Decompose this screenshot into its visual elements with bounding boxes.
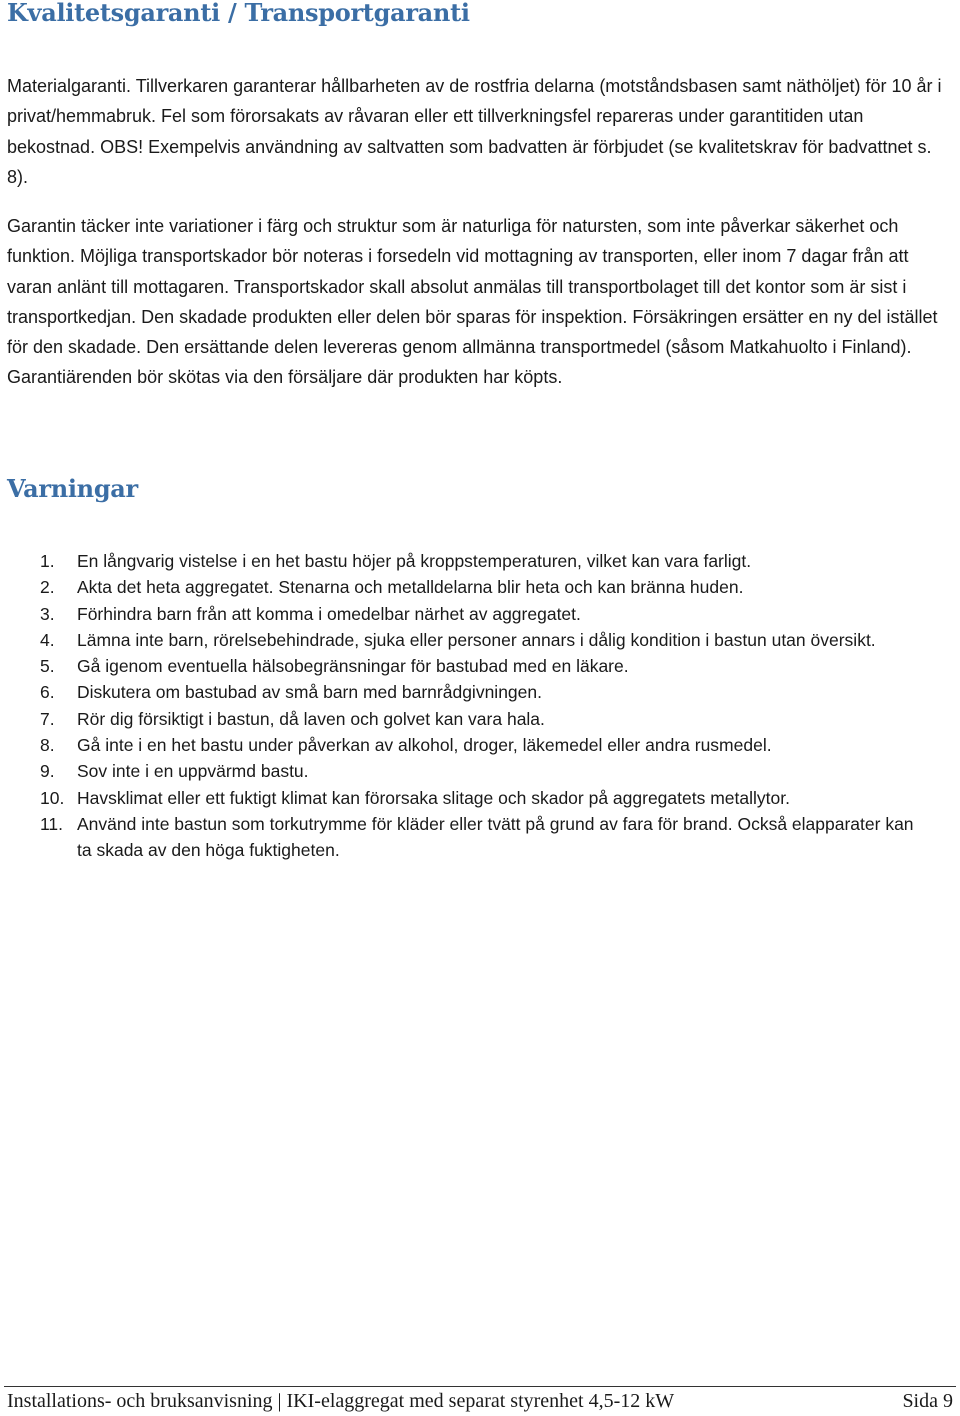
list-item-text: Havsklimat eller ett fuktigt klimat kan förorsaka slitage och skador på aggregatets metallytor. [77,787,790,808]
warranty-paragraph-transport: Garantin täcker inte variationer i färg och struktur som är naturliga för natursten, som inte påverkar säkerhet och funktion. Möjliga transportskador bör noteras i forsedeln vid mottagning av transporten, eller inom 7 dagar från att varan anlänt till mottagaren. Transportskador skall absolut anmälas till transportbolaget till det kontor som är sist i transportkedjan. Den skadade produkten eller delen bör sparas för inspektion. Försäkringen ersätter en ny del istället för den skadade. Den ersättande delen levereras genom allmänna transportmedel (såsom Matkahuolto i Finland). Garantiärenden bör skötas via den försäljare där produkten har köpts. [7,216,938,388]
list-item-text: Akta det heta aggregatet. Stenarna och metalldelarna blir heta och kan bränna huden. [77,577,744,598]
list-item-number: 7. [40,708,55,729]
list-item [0,679,960,705]
section-heading-warnings: Varningar [7,474,138,503]
list-item [0,601,960,627]
list-item [0,811,960,864]
list-item-text: Rör dig försiktigt i bastun, då laven och golvet kan vara hala. [77,708,545,729]
list-item-text: En långvarig vistelse i en het bastu höjer på kroppstemperaturen, vilket kan vara farligt. [77,551,752,571]
list-item-text: Gå inte i en het bastu under påverkan av alkohol, droger, läkemedel eller andra rusmedel. [77,735,772,756]
footer-divider [4,1386,956,1387]
footer-document-title: Installations- och bruksanvisning | IKI-elaggregat med separat styrenhet 4,5-12 kW [7,1390,675,1412]
list-item [0,732,960,758]
list-item-number: 4. [40,629,55,650]
list-item-number: 9. [40,761,55,782]
list-item-text: Förhindra barn från att komma i omedelbar närhet av aggregatet. [77,603,581,624]
list-item-text: Gå igenom eventuella hälsobegränsningar för bastubad med en läkare. [77,656,629,677]
list-item-number: 8. [40,735,55,756]
list-item [0,627,960,653]
list-item-number: 2. [40,577,55,598]
section-heading-warranty: Kvalitetsgaranti / Transportgaranti [7,0,470,27]
list-item [0,548,960,574]
list-item-text: Sov inte i en uppvärmd bastu. [77,761,309,782]
page-number: Sida 9 [902,1390,953,1412]
list-item-text: Använd inte bastun som torkutrymme för kläder eller tvätt på grund av fara för brand. Också elapparater kan ta skada av den höga fuktigheten. [77,813,914,861]
list-item-number: 1. [40,551,55,571]
list-item-number: 5. [40,656,55,677]
list-item [0,653,960,679]
warranty-paragraph-material: Materialgaranti. Tillverkaren garanterar hållbarheten av de rostfria delarna (motståndsbasen samt näthöljet) för 10 år i privat/hemmabruk. Fel som förorsakats av råvaran eller ett tillverkningsfel repareras under garantitiden utan bekostnad. OBS! Exempelvis användning av saltvatten som badvatten är förbjudet (se kvalitetskrav för badvattnet s. 8). [7,76,942,187]
list-item-text: Lämna inte barn, rörelsebehindrade, sjuka eller personer annars i dålig kondition i bastun utan översikt. [77,629,876,650]
list-item-number: 3. [40,603,55,624]
list-item [0,574,960,600]
warnings-list [0,548,960,864]
list-item-number: 11. [40,813,64,834]
list-item-number: 6. [40,682,55,703]
list-item [0,706,960,732]
list-item-number: 10. [40,787,65,808]
page-footer [7,1390,953,1413]
list-item [0,785,960,811]
list-item-text: Diskutera om bastubad av små barn med barnrådgivningen. [77,682,542,703]
list-item [0,758,960,784]
